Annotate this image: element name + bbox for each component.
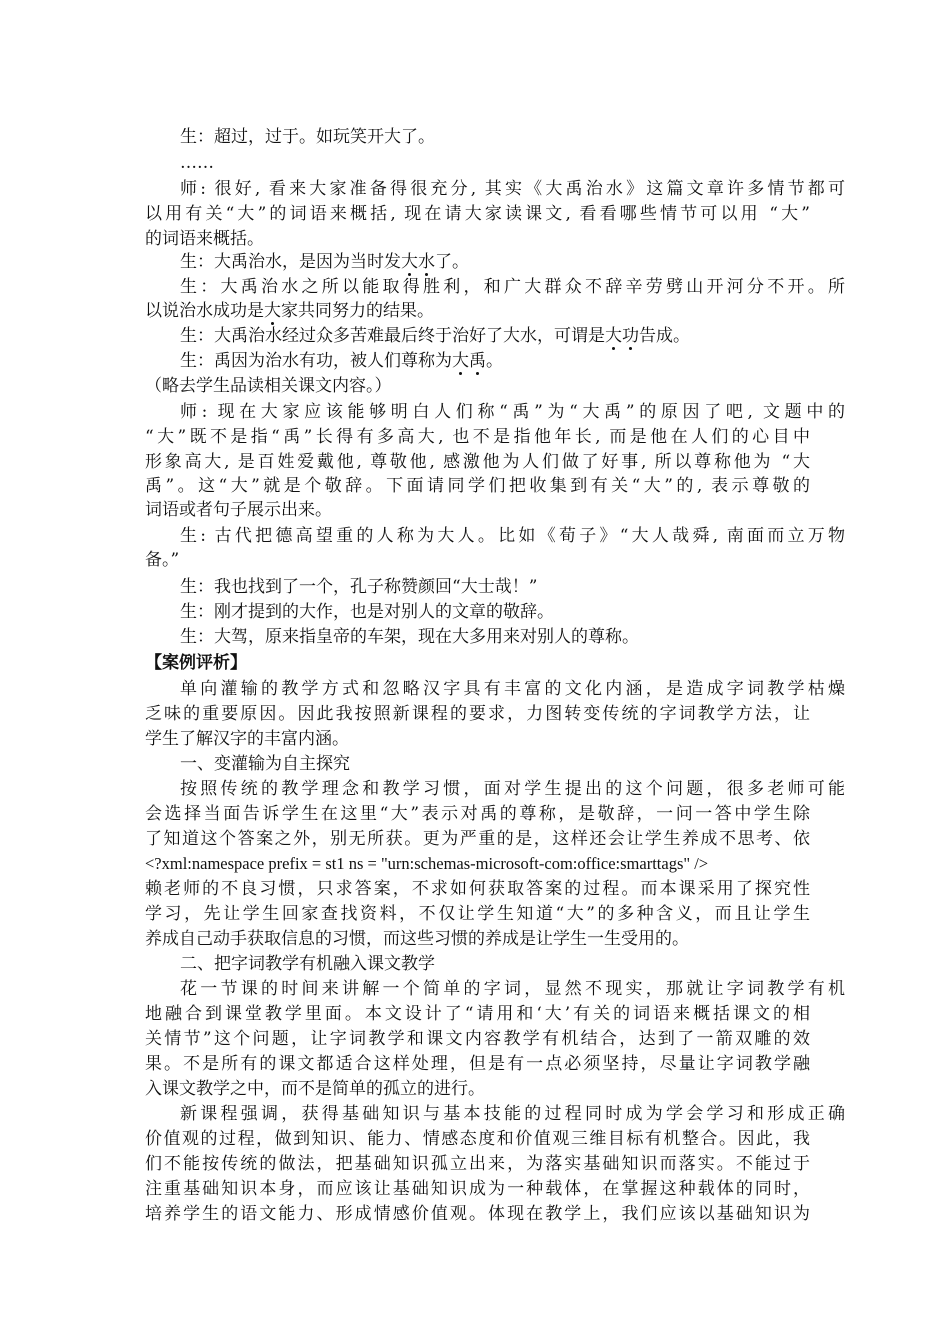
paragraph-line: 乏味的重要原因。因此我按照新课程的要求，力图转变传统的字词教学方法，让 xyxy=(145,704,810,724)
subheading: 一、变灌输为自主探究 xyxy=(180,754,350,774)
text-run: 生：大禹治水经过众多苦难最后终于治好了大水，可谓是 xyxy=(180,326,605,346)
text-run: 。 xyxy=(486,351,503,371)
paragraph-line: 果。不是所有的课文都适合这样处理，但是有一点必须坚持，尽量让字词教学融 xyxy=(145,1054,810,1074)
paragraph-line: 新课程强调，获得基础知识与基本技能的过程同时成为学会学习和形成正确 xyxy=(180,1104,845,1124)
paragraph-line: 花一节课的时间来讲解一个简单的字词，显然不现实，那就让字词教学有机 xyxy=(180,979,845,999)
dialogue-line: 师: 现在大家应该能够明白人们称“禹”为“大禹”的原因了吧, 文题中的 xyxy=(180,402,845,422)
dialogue-line xyxy=(145,299,810,323)
paragraph-line: 们不能按传统的做法，把基础知识孤立出来，为落实基础知识而落实。不能过于 xyxy=(145,1154,810,1174)
text-run: 告成。 xyxy=(639,326,690,346)
dialogue-line xyxy=(180,250,845,274)
paragraph-line: 注重基础知识本身，而应该让基础知识成为一种载体，在掌握这种载体的同时， xyxy=(145,1179,810,1199)
paragraph-line: 关情节”这个问题，让字词教学和课文内容教学有机结合，达到了一箭双雕的效 xyxy=(145,1029,810,1049)
paragraph-line: 学生了解汉字的丰富内涵。 xyxy=(145,729,349,749)
paragraph-line: 养成自己动手获取信息的习惯，而这些习惯的养成是让学生一生受用的。 xyxy=(145,929,689,949)
dialogue-line: 生：超过，过于。如玩笑开大了。 xyxy=(180,127,435,147)
dialogue-line xyxy=(180,324,845,348)
paragraph-line: 了知道这个答案之外，别无所获。更为严重的是，这样还会让学生养成不思考、依 xyxy=(145,829,810,849)
paragraph-line: 会选择当面告诉学生在这里“大”表示对禹的尊称，是敬辞，一问一答中学生除 xyxy=(145,804,810,824)
dialogue-line: 师: 很好, 看来大家准备得很充分, 其实《大禹治水》这篇文章许多情节都可 xyxy=(180,179,845,199)
paragraph-line: 单向灌输的教学方式和忽略汉字具有丰富的文化内涵，是造成字词教学枯燥 xyxy=(180,679,845,699)
note-line: （略去学生品读相关课文内容。） xyxy=(145,376,392,396)
emphasis-char: 大 xyxy=(452,351,469,371)
emphasis-char: 大 xyxy=(264,301,281,321)
emphasis-char: 大 xyxy=(605,326,622,346)
section-heading: 【案例评析】 xyxy=(145,653,247,673)
dialogue-line: 词语或者句子展示出来。 xyxy=(145,500,332,520)
text-run: 了。 xyxy=(435,252,469,272)
paragraph-line: 按照传统的教学理念和教学习惯，面对学生提出的这个问题，很多老师可能 xyxy=(180,779,845,799)
paragraph-line: 培养学生的语文能力、形成情感价值观。体现在教学上，我们应该以基础知识为 xyxy=(145,1204,810,1224)
dialogue-line: 生：大驾，原来指皇帝的车架，现在大多用来对别人的尊称。 xyxy=(180,627,639,647)
xml-artifact-line: <?xml:namespace prefix = st1 ns = "urn:schemas-microsoft-com:office:smarttags" /> xyxy=(145,854,709,873)
dialogue-line: 的词语来概括。 xyxy=(145,229,264,249)
dialogue-line: 生：刚才提到的大作，也是对别人的文章的敬辞。 xyxy=(180,602,554,622)
paragraph-line: 入课文教学之中，而不是简单的孤立的进行。 xyxy=(145,1079,485,1099)
emphasis-char: 功 xyxy=(622,326,639,346)
text-run: 生：大禹治水，是因为当时发 xyxy=(180,252,401,272)
subheading: 二、把字词教学有机融入课文教学 xyxy=(180,954,435,974)
text-run: 生：禹因为治水有功，被人们尊称为 xyxy=(180,351,452,371)
text-run: 家共同努力的结果。 xyxy=(281,301,434,321)
dialogue-line: 禹”。这“大”就是个敬辞。下面请同学们把收集到有关“大”的, 表示尊敬的 xyxy=(145,476,810,496)
paragraph-line: 地融合到课堂教学里面。本文设计了“请用和‘大’有关的词语来概括课文的相 xyxy=(145,1004,810,1024)
emphasis-char: 禹 xyxy=(469,351,486,371)
dialogue-line: 以用有关“大”的词语来概括, 现在请大家读课文, 看看哪些情节可以用 “大” xyxy=(145,204,810,224)
ellipsis-line: …… xyxy=(180,153,214,173)
dialogue-line: 生: 古代把德高望重的人称为大人。比如《荀子》“大人哉舜, 南面而立万物 xyxy=(180,526,845,546)
emphasis-char: 大 xyxy=(401,252,418,272)
paragraph-line: 价值观的过程，做到知识、能力、情感态度和价值观三维目标有机整合。因此，我 xyxy=(145,1129,810,1149)
dialogue-line: 生：大禹治水之所以能取得胜利，和广大群众不辞辛劳劈山开河分不开。所 xyxy=(180,277,845,297)
dialogue-line xyxy=(180,349,845,373)
paragraph-line: 赖老师的不良习惯，只求答案，不求如何获取答案的过程。而本课采用了探究性 xyxy=(145,879,810,899)
paragraph-line: 学习，先让学生回家查找资料，不仅让学生知道“大”的多种含义，而且让学生 xyxy=(145,904,810,924)
dialogue-line: 备。” xyxy=(145,550,180,570)
dialogue-line: “大”既不是指“禹”长得有多高大, 也不是指他年长, 而是他在人们的心目中 xyxy=(145,427,810,447)
dialogue-line: 形象高大, 是百姓爱戴他, 尊敬他, 感激他为人们做了好事, 所以尊称他为 “大 xyxy=(145,452,810,472)
text-run: 以说治水成功是 xyxy=(145,301,264,321)
dialogue-line: 生：我也找到了一个，孔子称赞颜回“大士哉！” xyxy=(180,577,538,597)
emphasis-char: 水 xyxy=(418,252,435,272)
